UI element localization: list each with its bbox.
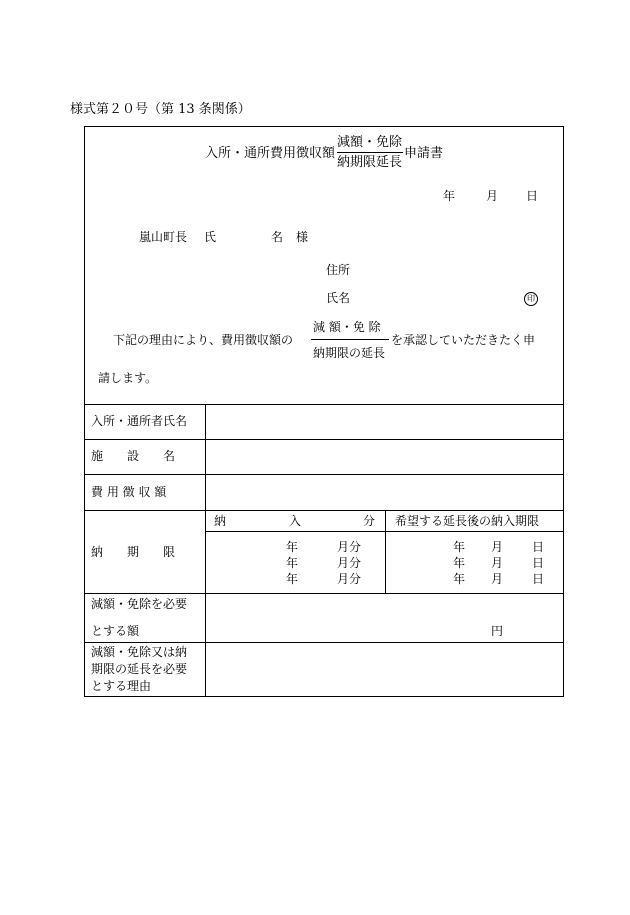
payment-year: 年 <box>286 540 299 554</box>
desired-year: 年 <box>453 556 466 570</box>
body-prefix: 下記の理由により、費用徴収額の <box>113 333 294 347</box>
applicant-name-label: 氏名 <box>326 291 351 305</box>
date-month: 月 <box>486 189 499 203</box>
addressee-shi: 氏 <box>204 230 217 244</box>
desired-day: 日 <box>532 540 545 554</box>
applicant-address-label: 住所 <box>326 263 351 277</box>
payment-month: 月分 <box>337 572 362 586</box>
payment-month: 月分 <box>337 540 362 554</box>
title-option-reduction: 減額・免除 <box>337 135 403 150</box>
body-suffix: を承認していただきたく申 <box>391 333 536 347</box>
payment-year: 年 <box>286 556 299 570</box>
body-option-reduction: 減 額・免 除 <box>313 320 381 334</box>
row-label-deadline: 納 期 限 <box>91 545 176 559</box>
row-label-reason-3: とする理由 <box>91 679 152 693</box>
row-label-name: 入所・通所者氏名 <box>91 414 188 428</box>
row-label-reduction-2: とする額 <box>91 624 140 638</box>
desired-day: 日 <box>532 556 545 570</box>
yen-unit: 円 <box>491 624 504 638</box>
col-desired-deadline: 希望する延長後の納入期限 <box>395 514 540 528</box>
desired-year: 年 <box>453 572 466 586</box>
desired-year: 年 <box>453 540 466 554</box>
addressee-mayor: 嵐山町長 <box>139 230 188 244</box>
col-payment-iri: 入 <box>289 514 302 528</box>
payment-month: 月分 <box>337 556 362 570</box>
date-day: 日 <box>526 189 539 203</box>
row-label-facility: 施 設 名 <box>91 449 176 463</box>
title-prefix: 入所・通所費用徴収額 <box>205 146 336 161</box>
desired-month: 月 <box>491 556 504 570</box>
col-payment-bun: 分 <box>363 514 376 528</box>
form-frame <box>84 126 564 697</box>
body-option-extension: 納期限の延長 <box>313 346 386 360</box>
row-label-amount: 費 用 徴 収 額 <box>91 485 167 499</box>
form-number: 様式第２０号（第 13 条関係） <box>70 102 251 117</box>
title-suffix: 申請書 <box>404 146 444 161</box>
body-line2: 請します。 <box>98 371 158 385</box>
row-label-reason-1: 減額・免除又は納 <box>91 645 188 659</box>
title-option-extension: 納期限延長 <box>337 155 403 170</box>
date-year: 年 <box>443 189 456 203</box>
desired-day: 日 <box>532 572 545 586</box>
row-label-reduction-1: 減額・免除を必要 <box>91 597 188 611</box>
seal-icon: 印 <box>524 292 538 306</box>
addressee-mei: 名 <box>271 230 284 244</box>
row-label-reason-2: 期限の延長を必要 <box>91 662 188 676</box>
desired-month: 月 <box>491 572 504 586</box>
addressee-sama: 様 <box>296 230 309 244</box>
desired-month: 月 <box>491 540 504 554</box>
col-payment-na: 納 <box>214 514 227 528</box>
payment-year: 年 <box>286 572 299 586</box>
